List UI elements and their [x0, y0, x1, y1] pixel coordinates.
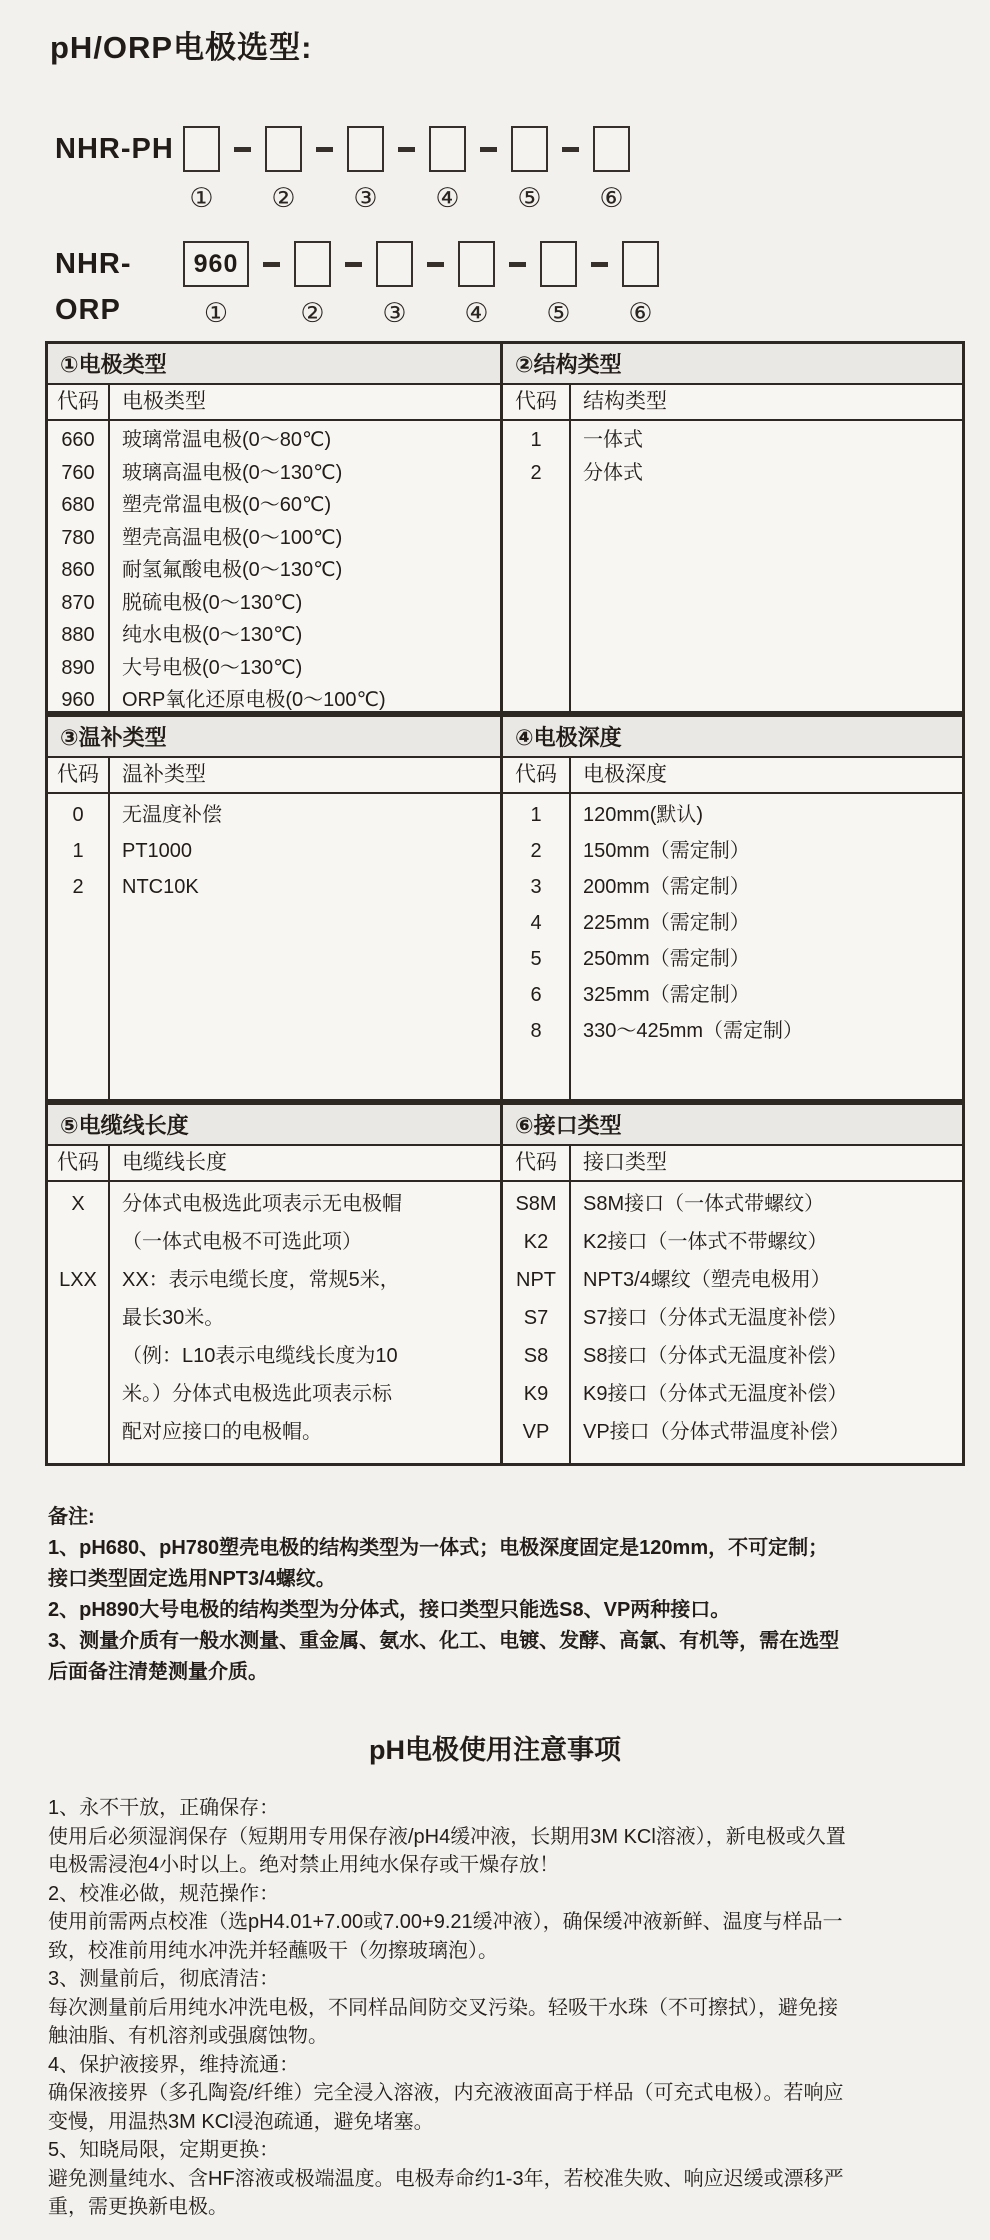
code-cell: K9: [523, 1383, 549, 1405]
value-cell: XX：表示电缆长度，常规5米，: [122, 1269, 400, 1291]
code-cell: 870: [61, 591, 95, 614]
code-box-960: 960: [183, 241, 249, 287]
model-slot-6: [593, 126, 630, 213]
column-divider: [569, 1146, 571, 1463]
value-cell: （例：L10表示电缆线长度为10: [122, 1345, 398, 1367]
code-box: [347, 126, 384, 172]
dash-separator: [509, 262, 526, 267]
code-cell: [48, 1337, 108, 1375]
code-box: [511, 126, 548, 172]
remarks-section: [48, 1502, 948, 1688]
selection-tables: [45, 341, 965, 1466]
value-cell: 大号电极(0～130℃): [122, 656, 303, 679]
caution-line: 3、测量前后，彻底清洁：: [48, 1968, 280, 1990]
code-cell: VP: [522, 1421, 550, 1443]
code-cell: NPT: [516, 1269, 556, 1291]
code-box: [265, 126, 302, 172]
caution-line: 避免测量纯水、含HF溶液或极端温度。电极寿命约1-3年，若校准失败、响应迟缓或漂移严: [48, 2167, 844, 2190]
value-cell: 玻璃常温电极(0～80℃): [122, 429, 332, 451]
position-number: ③: [382, 298, 407, 328]
model-slot-4: [429, 126, 466, 213]
value-cell: K2接口（一体式不带螺纹）: [583, 1231, 828, 1253]
table-row: [48, 1223, 500, 1261]
remark-line: 后面备注清楚测量介质。: [48, 1661, 268, 1683]
table-row: [503, 833, 962, 869]
code-cell: 960: [61, 689, 95, 711]
table-row: [503, 869, 962, 905]
model-slot-4: [458, 241, 495, 328]
table-row: [503, 1375, 962, 1413]
column-divider: [569, 385, 571, 711]
code-cell: 1: [72, 840, 84, 862]
value-header: 电极类型: [122, 390, 206, 413]
caution-line: 每次测量前后用纯水冲洗电极，不同样品间防交叉污染。轻吸干水珠（不可擦拭），避免接: [48, 1996, 838, 2019]
table-row: [48, 1261, 500, 1299]
value-cell: 225mm（需定制）: [583, 912, 750, 934]
value-cell: NTC10K: [122, 876, 199, 898]
value-cell: 无温度补偿: [122, 804, 222, 826]
value-cell: 耐氢氟酸电极(0～130℃): [122, 559, 343, 581]
code-cell: 760: [61, 461, 95, 484]
code-cell: S8: [523, 1345, 549, 1367]
remark-line: 2、pH890大号电极的结构类型为分体式，接口类型只能选S8、VP两种接口。: [48, 1599, 731, 1621]
table-header-row: [48, 1146, 500, 1182]
section-cable-connector: [45, 1102, 965, 1466]
section-tempcomp-depth: [45, 714, 965, 1102]
table-row: [503, 1185, 962, 1223]
table-electrode-depth: [500, 717, 962, 1099]
value-cell: 325mm（需定制）: [583, 984, 750, 1006]
dash-separator: [480, 147, 497, 152]
table-row: [48, 684, 500, 717]
code-header: 代码: [57, 763, 99, 786]
code-box: [593, 126, 630, 172]
model-slot-2: [265, 126, 302, 213]
table-title: ④电极深度: [503, 717, 962, 758]
caution-line: 5、知晓局限，定期更换：: [48, 2139, 280, 2161]
code-header: 代码: [515, 390, 557, 413]
code-cell: 1: [530, 804, 542, 826]
table-title: ③温补类型: [48, 717, 500, 758]
value-cell: 一体式: [583, 429, 643, 451]
code-cell: 2: [530, 461, 542, 484]
value-cell: 分体式: [583, 461, 643, 484]
table-row: [503, 1337, 962, 1375]
column-divider: [108, 385, 110, 717]
position-number: ①: [203, 298, 229, 328]
value-cell: 玻璃高温电极(0～130℃): [122, 461, 343, 484]
model-slot-1: [183, 241, 249, 328]
caution-line: 确保液接界（多孔陶瓷/纤维）完全浸入溶液，内充液液面高于样品（可充式电极）。若响应: [48, 2082, 844, 2104]
table-row: [48, 619, 500, 652]
table-connector-type: [500, 1105, 962, 1463]
code-cell: 0: [72, 804, 84, 826]
cautions-title: pH电极使用注意事项: [369, 1735, 621, 1765]
model-slot-5: [511, 126, 548, 213]
code-cell: X: [71, 1193, 85, 1215]
table-row: [503, 941, 962, 977]
caution-line: 致，校准前用纯水冲洗并轻蘸吸干（勿擦玻璃泡）。: [48, 1939, 498, 1962]
code-cell: [48, 1375, 108, 1413]
caution-line: 2、校准必做，规范操作：: [48, 1882, 280, 1905]
table-header-row: [48, 385, 500, 421]
value-cell: 250mm（需定制）: [583, 948, 750, 970]
column-divider: [108, 1146, 110, 1463]
code-cell: 3: [530, 876, 542, 898]
table-header-row: [48, 758, 500, 794]
model-slot-2: [294, 241, 331, 328]
remark-line: 1、pH680、pH780塑壳电极的结构类型为一体式；电极深度固定是120mm，不可定制；: [48, 1537, 829, 1559]
table-row: [503, 1261, 962, 1299]
value-cell: K9接口（分体式无温度补偿）: [583, 1383, 848, 1405]
value-cell: 纯水电极(0～130℃): [122, 624, 303, 646]
code-box: [458, 241, 495, 287]
value-cell: 塑壳常温电极(0～60℃): [122, 494, 332, 516]
model-line-nhr-ph: [55, 126, 990, 213]
table-row: [48, 652, 500, 685]
position-number: ③: [353, 183, 378, 213]
code-cell: 2: [72, 876, 84, 898]
code-header: 代码: [515, 1151, 557, 1174]
code-box: [294, 241, 331, 287]
value-cell: S7接口（分体式无温度补偿）: [583, 1307, 848, 1329]
table-title: ⑤电缆线长度: [48, 1105, 500, 1146]
position-number: ⑤: [546, 298, 571, 328]
position-number: ④: [435, 183, 460, 213]
code-cell: S8M: [515, 1193, 557, 1215]
table-header-row: [503, 758, 962, 794]
code-cell: [48, 1413, 108, 1451]
table-row: [503, 797, 962, 833]
table-title: ⑥接口类型: [503, 1105, 962, 1146]
code-box: [376, 241, 413, 287]
table-title: ②结构类型: [503, 344, 962, 385]
model-label: NHR-PH: [55, 133, 174, 165]
table-row: [48, 457, 500, 490]
code-cell: 860: [61, 559, 95, 581]
value-cell: 120mm(默认): [583, 804, 704, 826]
table-row: [48, 424, 500, 457]
value-cell: ORP氧化还原电极(0～100℃): [122, 689, 386, 711]
value-cell: VP接口（分体式带温度补偿）: [583, 1421, 850, 1443]
table-row: [48, 1413, 500, 1451]
code-box: [429, 126, 466, 172]
table-row: [48, 797, 500, 833]
value-cell: 330～425mm（需定制）: [583, 1020, 804, 1042]
section-electrode-structure: [45, 341, 965, 714]
code-cell: 1: [530, 429, 542, 451]
code-header: 代码: [57, 1151, 99, 1174]
value-cell: PT1000: [122, 840, 193, 862]
table-row: [503, 1223, 962, 1261]
code-cell: LXX: [59, 1269, 97, 1291]
value-cell: 配对应接口的电极帽。: [122, 1421, 322, 1443]
code-cell: 660: [61, 429, 95, 451]
value-cell: S8M接口（一体式带螺纹）: [583, 1193, 825, 1215]
table-electrode-type: [48, 344, 500, 711]
position-number: ①: [189, 183, 214, 213]
dash-separator: [234, 147, 251, 152]
code-box: [622, 241, 659, 287]
code-header: 代码: [515, 763, 557, 786]
table-cable-length: [48, 1105, 500, 1463]
model-slot-1: [183, 126, 220, 213]
table-row: [503, 1413, 962, 1451]
table-row: [48, 1375, 500, 1413]
value-cell: NPT3/4螺纹（塑壳电极用）: [583, 1269, 831, 1291]
table-row: [48, 833, 500, 869]
column-divider: [108, 758, 110, 1099]
dash-separator: [427, 262, 444, 267]
position-number: ⑤: [517, 183, 542, 213]
dash-separator: [398, 147, 415, 152]
dash-separator: [345, 262, 362, 267]
code-cell: [48, 1223, 108, 1261]
code-box: [540, 241, 577, 287]
table-header-row: [503, 385, 962, 421]
remark-line: 3、测量介质有一般水测量、重金属、氨水、化工、电镀、发酵、高氯、有机等，需在选型: [48, 1630, 840, 1652]
table-structure-type: [500, 344, 962, 711]
position-number: ⑥: [628, 298, 653, 328]
value-cell: 塑壳高温电极(0～100℃): [122, 526, 343, 549]
caution-line: 重，需更换新电极。: [48, 2196, 228, 2218]
model-line-nhr-orp: [55, 241, 990, 333]
value-header: 结构类型: [583, 390, 667, 413]
value-cell: 脱硫电极(0～130℃): [122, 591, 303, 614]
model-slot-6: [622, 241, 659, 328]
table-row: [48, 587, 500, 620]
table-tempcomp-type: [48, 717, 500, 1099]
position-number: ④: [464, 298, 489, 328]
dash-separator: [591, 262, 608, 267]
table-row: [503, 1013, 962, 1049]
dash-separator: [263, 262, 280, 267]
code-cell: 4: [530, 912, 542, 934]
code-cell: 5: [530, 948, 542, 970]
table-row: [503, 424, 962, 457]
model-slot-3: [347, 126, 384, 213]
value-header: 温补类型: [122, 763, 206, 786]
table-header-row: [503, 1146, 962, 1182]
table-row: [48, 554, 500, 587]
code-cell: 780: [61, 526, 95, 549]
value-cell: （一体式电极不可选此项）: [122, 1231, 362, 1253]
table-row: [48, 869, 500, 905]
table-row: [48, 489, 500, 522]
code-cell: 890: [61, 656, 95, 679]
cautions-section: [48, 1794, 948, 2222]
code-cell: 680: [61, 494, 95, 516]
caution-line: 变慢，用温热3M KCl浸泡疏通，避免堵塞。: [48, 2110, 434, 2133]
table-row: [48, 522, 500, 555]
value-cell: 200mm（需定制）: [583, 876, 750, 898]
value-cell: S8接口（分体式无温度补偿）: [583, 1345, 848, 1367]
position-number: ②: [271, 183, 296, 213]
value-cell: 150mm（需定制）: [583, 840, 750, 862]
code-cell: S7: [523, 1307, 549, 1329]
caution-line: 电极需浸泡4小时以上。绝对禁止用纯水保存或干燥存放！: [48, 1854, 560, 1876]
caution-line: 1、永不干放，正确保存：: [48, 1797, 280, 1819]
code-cell: 8: [530, 1020, 542, 1042]
value-cell: 米。）分体式电极选此项表示标: [122, 1383, 392, 1405]
value-cell: 最长30米。: [122, 1307, 225, 1329]
code-cell: K2: [523, 1231, 549, 1253]
dash-separator: [562, 147, 579, 152]
model-slot-3: [376, 241, 413, 328]
remarks-heading: 备注:: [48, 1506, 95, 1528]
page-title: pH/ORP电极选型:: [50, 30, 313, 65]
remark-line: 接口类型固定选用NPT3/4螺纹。: [48, 1568, 336, 1590]
table-row: [48, 1299, 500, 1337]
code-cell: 2: [530, 840, 542, 862]
table-row: [503, 1299, 962, 1337]
value-cell: 分体式电极选此项表示无电极帽: [122, 1193, 402, 1215]
code-cell: 880: [61, 624, 95, 646]
table-row: [503, 905, 962, 941]
model-label: NHR-ORP: [55, 248, 132, 326]
table-row: [48, 1185, 500, 1223]
code-cell: [48, 1299, 108, 1337]
value-header: 电极深度: [583, 763, 667, 786]
code-cell: 6: [530, 984, 542, 1006]
position-number: ②: [300, 298, 325, 328]
model-slot-5: [540, 241, 577, 328]
table-row: [503, 457, 962, 490]
table-row: [48, 1337, 500, 1375]
caution-line: 使用前需两点校准（选pH4.01+7.00或7.00+9.21缓冲液），确保缓冲液新鲜、温度与样品一: [48, 1911, 843, 1933]
caution-line: 使用后必须湿润保存（短期用专用保存液/pH4缓冲液，长期用3M KCl溶液），新电极或久置: [48, 1825, 846, 1848]
value-header: 接口类型: [583, 1151, 667, 1174]
caution-line: 4、保护液接界，维持流通：: [48, 2053, 300, 2076]
dash-separator: [316, 147, 333, 152]
code-box: [183, 126, 220, 172]
table-title: ①电极类型: [48, 344, 500, 385]
value-header: 电缆线长度: [122, 1151, 227, 1174]
code-header: 代码: [57, 390, 99, 413]
column-divider: [569, 758, 571, 1099]
caution-line: 触油脂、有机溶剂或强腐蚀物。: [48, 2025, 328, 2047]
table-row: [503, 977, 962, 1013]
position-number: ⑥: [599, 183, 624, 213]
